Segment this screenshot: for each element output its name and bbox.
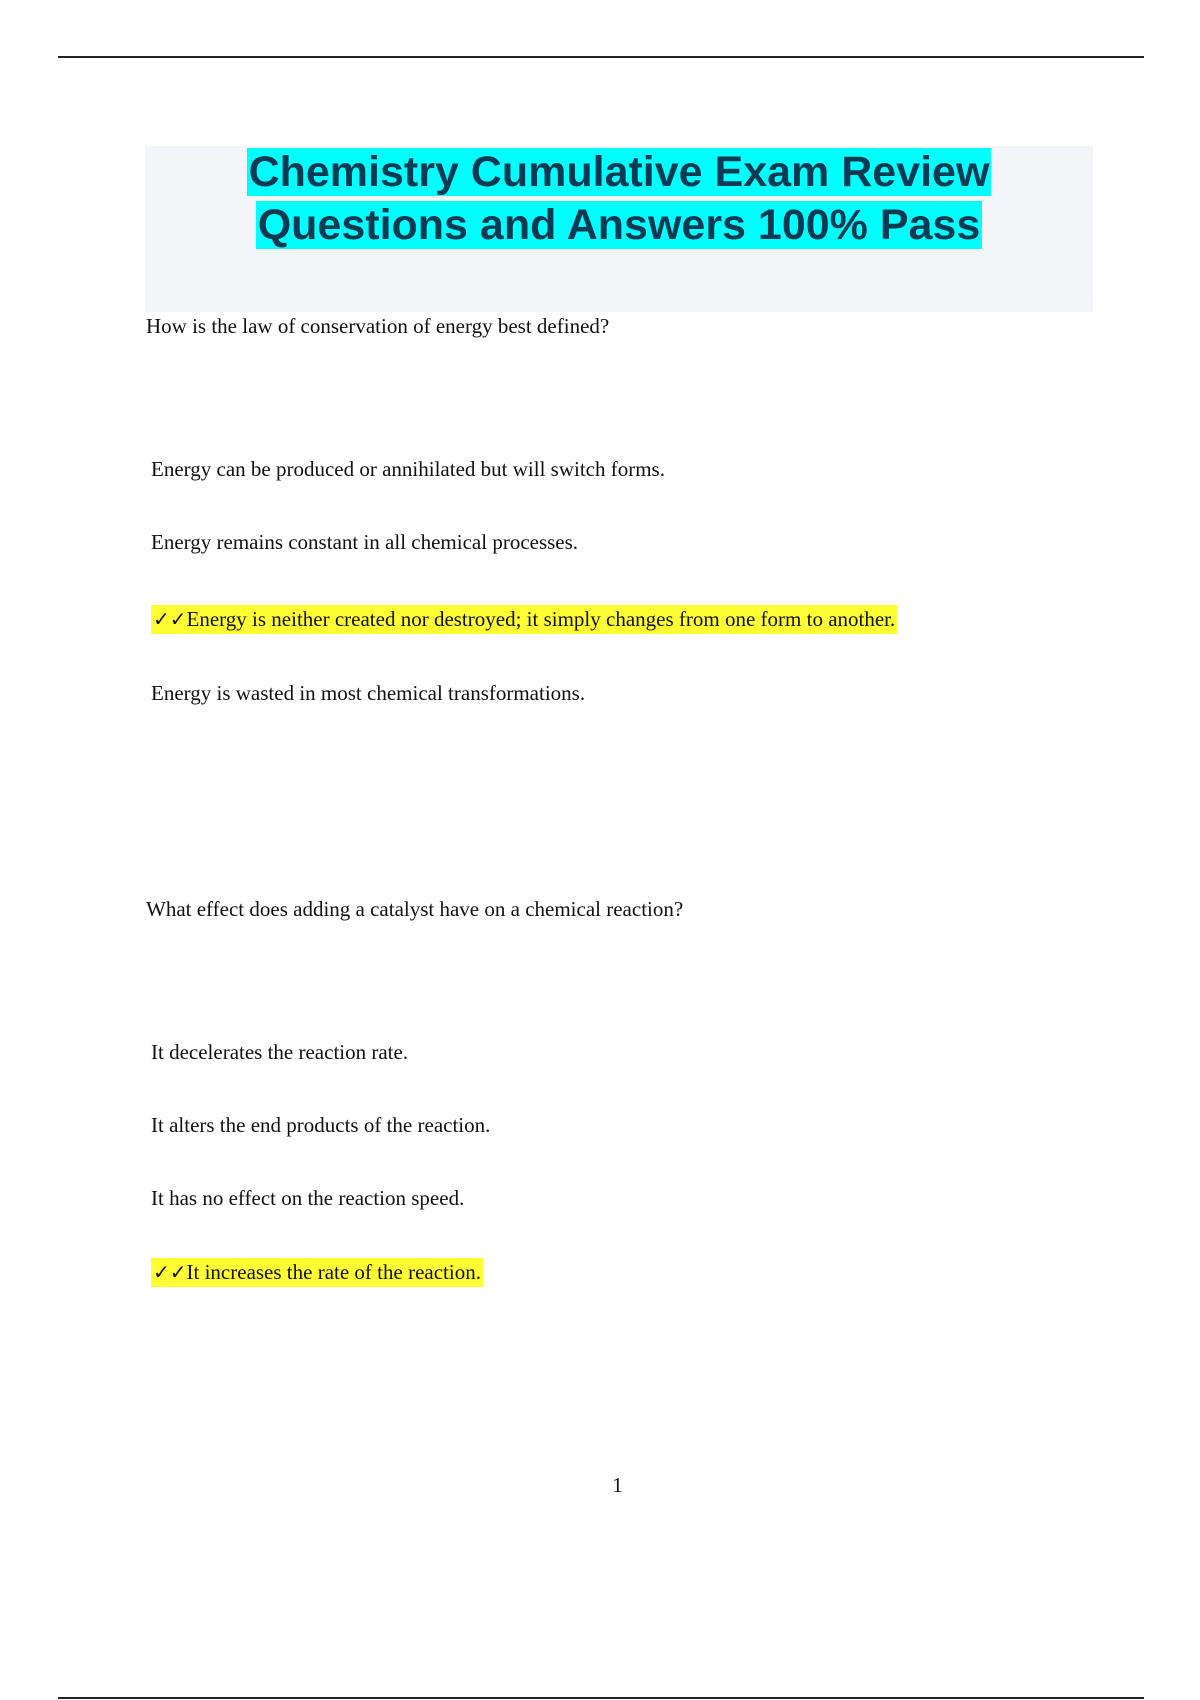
document-title-line-1: Chemistry Cumulative Exam Review (248, 148, 990, 196)
correct-answer-highlight (151, 605, 897, 634)
question-2-option-1: It decelerates the reaction rate. (151, 1040, 409, 1064)
bottom-rule (58, 1697, 1144, 1699)
question-2-option-4-correct (151, 1259, 483, 1285)
question-2-option-3: It has no effect on the reaction speed. (151, 1186, 465, 1210)
question-2-text: What effect does adding a catalyst have on a chemical reaction? (146, 897, 684, 921)
page-number: 1 (612, 1473, 623, 1497)
question-2-option-4-label: It increases the rate of the reaction. (186, 1260, 481, 1284)
question-1-option-4: Energy is wasted in most chemical transformations. (151, 681, 586, 705)
question-1-option-3-correct (151, 606, 897, 632)
document-title-line-2: Questions and Answers 100% Pass (257, 201, 981, 249)
question-2-option-2: It alters the end products of the reaction. (151, 1113, 491, 1137)
question-1-option-1: Energy can be produced or annihilated but will switch forms. (151, 457, 665, 481)
title-block (145, 146, 1093, 312)
question-1-text: How is the law of conservation of energy best defined? (146, 314, 610, 338)
top-rule (58, 56, 1144, 58)
double-check-icon: ✓✓ (153, 607, 187, 631)
correct-answer-highlight (151, 1258, 483, 1287)
question-1-option-2: Energy remains constant in all chemical processes. (151, 530, 579, 554)
double-check-icon: ✓✓ (153, 1260, 187, 1284)
question-1-option-3-label: Energy is neither created nor destroyed; it simply changes from one form to another. (186, 607, 896, 631)
